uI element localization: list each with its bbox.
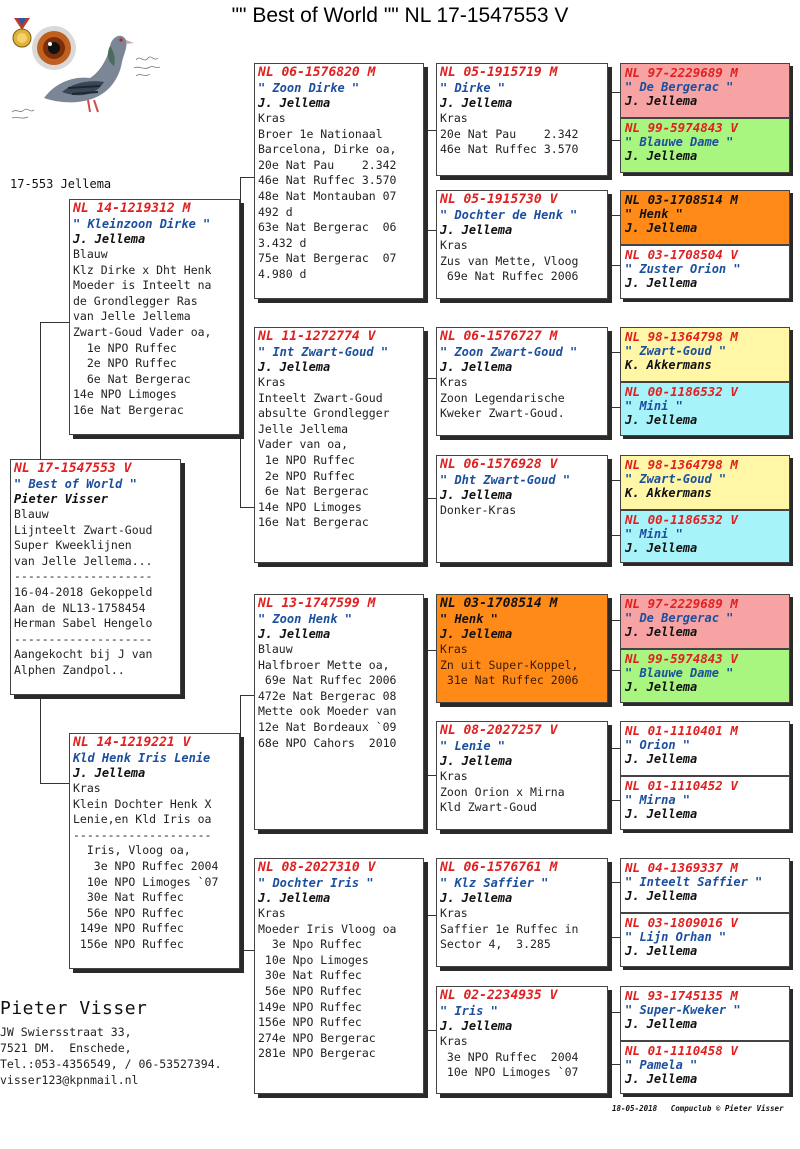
connector	[610, 1012, 611, 1064]
ancestor-card[interactable]	[620, 510, 790, 563]
pigeon-name: " Zoon Henk "	[258, 612, 352, 626]
connector	[610, 92, 620, 93]
connector	[610, 620, 620, 621]
ancestor-card[interactable]	[620, 245, 790, 299]
ancestor-card[interactable]	[620, 327, 790, 382]
connector	[610, 882, 611, 937]
connector	[610, 215, 611, 265]
ring-number: NL 00-1186532 V	[625, 384, 738, 399]
connector	[426, 230, 436, 231]
connector	[610, 670, 620, 671]
ring-number: NL 97-2229689 M	[625, 596, 738, 611]
great-grandparent-card[interactable]	[436, 721, 608, 830]
pigeon-notes: Blauw Halfbroer Mette oa, 69e Nat Ruffec 2006 472e Nat Bergerac 08 Mette ook Moeder van 12e Nat Bordeaux `09 68e NPO Cahors 2010	[258, 642, 397, 750]
ring-number: NL 08-2027257 V	[440, 723, 558, 738]
connector	[610, 480, 620, 481]
owner-name: J. Jellema	[440, 223, 513, 237]
pigeon-notes: Kras Klein Dochter Henk X Lenie,en Kld Iris oa -------------------- Iris, Vloog oa, 3e NPO Ruffec 2004 10e NPO Limoges `07 30e Nat Ruffec 56e NPO Ruffec 149e NPO Ruffec 156e NPO Ruffec	[73, 781, 219, 951]
pigeon-name: " Lenie "	[440, 739, 506, 753]
ancestor-card[interactable]	[620, 776, 790, 830]
great-grandparent-card[interactable]	[436, 63, 608, 176]
connector	[610, 882, 620, 883]
sire-card[interactable]	[69, 199, 240, 435]
pigeon-notes: Kras Zus van Mette, Vloog 69e Nat Ruffec 2006	[440, 238, 579, 284]
owner-name: J. Jellema	[625, 1072, 698, 1086]
owner-name: J. Jellema	[625, 413, 698, 427]
ring-number: NL 02-2234935 V	[440, 988, 558, 1003]
owner-name: K. Akkermans	[625, 358, 712, 372]
breeder-phone: Tel.:053-4356549, / 06-53527394.	[0, 1057, 222, 1071]
pigeon-name: " Dochter Iris "	[258, 876, 374, 890]
connector	[426, 130, 427, 230]
owner-name: J. Jellema	[258, 627, 331, 641]
medal-icon	[13, 18, 31, 47]
logo	[4, 16, 164, 124]
connector	[610, 480, 611, 535]
connector	[610, 937, 620, 938]
ring-number: NL 06-1576928 V	[440, 457, 558, 472]
pigeon-name: " Dht Zwart-Goud "	[440, 473, 571, 487]
ancestor-card[interactable]	[620, 118, 790, 173]
pigeon-name: " Mini "	[625, 527, 683, 541]
connector	[240, 177, 241, 507]
owner-name: J. Jellema	[73, 232, 146, 246]
breeder-name: Pieter Visser	[0, 998, 148, 1019]
owner-name: J. Jellema	[440, 627, 513, 641]
pigeon-name: " Blauwe Dame "	[625, 135, 734, 149]
connector	[610, 800, 620, 801]
connector	[610, 748, 611, 800]
owner-name: J. Jellema	[625, 680, 698, 694]
great-grandparent-card[interactable]	[436, 327, 608, 436]
dam-card[interactable]	[69, 733, 240, 969]
ring-number: NL 01-1110401 M	[625, 723, 738, 738]
ring-number: NL 93-1745135 M	[625, 988, 738, 1003]
connector	[40, 322, 70, 323]
great-grandparent-card[interactable]	[436, 455, 608, 563]
connector	[610, 265, 620, 266]
owner-name: J. Jellema	[625, 221, 698, 235]
connector	[610, 140, 620, 141]
pigeon-name: " Int Zwart-Goud "	[258, 345, 389, 359]
breeder-city: 7521 DM. Enschede,	[0, 1041, 132, 1055]
ancestor-card[interactable]	[620, 455, 790, 510]
great-grandparent-card[interactable]	[436, 986, 608, 1094]
connector	[610, 407, 620, 408]
connector	[426, 650, 427, 775]
ring-number: NL 05-1915730 V	[440, 192, 558, 207]
owner-name: J. Jellema	[73, 766, 146, 780]
pigeon-name: " Blauwe Dame "	[625, 666, 734, 680]
owner-name: Pieter Visser	[14, 492, 108, 506]
pigeon-name: " Zwart-Goud "	[625, 472, 727, 486]
pigeon-notes: Blauw Klz Dirke x Dht Henk Moeder is Inteelt na de Grondlegger Ras van Jelle Jellema Zwart-Goud Vader oa, 1e NPO Ruffec 2e NPO Ruffec 6e Nat Bergerac 14e NPO Limoges 16e Nat Bergerac	[73, 247, 212, 417]
pigeon-notes: Kras 20e Nat Pau 2.342 46e Nat Ruffec 3.570	[440, 111, 579, 157]
owner-name: J. Jellema	[258, 360, 331, 374]
great-grandparent-card[interactable]	[436, 190, 608, 299]
ring-number: NL 03-1708514 M	[440, 596, 558, 611]
connector	[610, 352, 611, 407]
pigeon-name: " Zuster Orion "	[625, 262, 741, 276]
pigeon-eye-icon	[32, 26, 76, 70]
ring-number: NL 14-1219312 M	[73, 201, 191, 216]
pigeon-name: " Klz Saffier "	[440, 876, 549, 890]
pigeon-notes: Kras 3e NPO Ruffec 2004 10e NPO Limoges `07	[440, 1034, 579, 1080]
ancestor-card[interactable]	[620, 382, 790, 436]
owner-name: J. Jellema	[440, 1019, 513, 1033]
pigeon-name: " Mirna "	[625, 793, 691, 807]
pigeon-notes: Kras Saffier 1e Ruffec in Sector 4, 3.285	[440, 906, 579, 952]
pigeon-name: " Super-Kweker "	[625, 1003, 741, 1017]
pigeon-notes: Kras Broer 1e Nationaal Barcelona, Dirke oa, 20e Nat Pau 2.342 46e Nat Ruffec 3.570 48e Nat Montauban 07 492 d 63e Nat Bergerac 06 3.432 d 75e Nat Bergerac 07 4.980 d	[258, 111, 397, 281]
pigeon-name: " Zoon Dirke "	[258, 81, 360, 95]
connector	[426, 378, 427, 498]
ring-number: NL 14-1219221 V	[73, 735, 191, 750]
ring-number: NL 06-1576727 M	[440, 329, 558, 344]
top-reference: 17-553 Jellema	[10, 177, 112, 191]
owner-name: J. Jellema	[625, 149, 698, 163]
connector	[610, 92, 611, 140]
ring-number: NL 99-5974843 V	[625, 120, 738, 135]
grandparent-card-ds[interactable]	[254, 594, 424, 830]
connector	[426, 650, 436, 651]
owner-name: J. Jellema	[258, 891, 331, 905]
pigeon-name: " Orion "	[625, 738, 691, 752]
connector	[240, 695, 241, 950]
pigeon-name: " Lijn Orhan "	[625, 930, 727, 944]
ring-number: NL 06-1576820 M	[258, 65, 376, 80]
ring-number: NL 03-1708514 M	[625, 192, 738, 207]
owner-name: J. Jellema	[625, 944, 698, 958]
ancestor-card[interactable]	[620, 1041, 790, 1094]
grandparent-card-dd[interactable]	[254, 858, 424, 1094]
connector	[610, 215, 620, 216]
pigeon-name: " Dirke "	[440, 81, 506, 95]
pigeon-name: " Dochter de Henk "	[440, 208, 578, 222]
connector	[426, 775, 436, 776]
ring-number: NL 98-1364798 M	[625, 457, 738, 472]
connector	[610, 748, 620, 749]
ring-number: NL 08-2027310 V	[258, 860, 376, 875]
pigeon-name: " Best of World "	[14, 477, 137, 491]
grandparent-card-ss[interactable]	[254, 63, 424, 299]
ring-number: NL 17-1547553 V	[14, 461, 132, 476]
connector	[426, 915, 436, 916]
connector	[610, 1064, 620, 1065]
pigeon-name: " Henk "	[625, 207, 683, 221]
breeder-email: visser123@kpnmail.nl	[0, 1073, 139, 1087]
owner-name: J. Jellema	[625, 889, 698, 903]
connector	[40, 783, 70, 784]
page-title: "" Best of World "" NL 17-1547553 V	[231, 4, 569, 27]
ring-number: NL 99-5974843 V	[625, 651, 738, 666]
pigeon-notes: Donker-Kras	[440, 503, 517, 517]
ancestor-card[interactable]	[620, 63, 790, 118]
ring-number: NL 01-1110452 V	[625, 778, 738, 793]
pigeon-notes: Blauw Lijnteelt Zwart-Goud Super Kweeklijnen van Jelle Jellema... -------------------- 16-04-2018 Gekoppeld Aan de NL13-1758454 Herman Sabel Hengelo -------------------- Aangekocht bij J van Alphen Zandpol..	[14, 507, 153, 677]
pigeon-name: " Iris "	[440, 1004, 498, 1018]
owner-name: J. Jellema	[625, 752, 698, 766]
ring-number: NL 05-1915719 M	[440, 65, 558, 80]
connector	[610, 620, 611, 670]
connector	[40, 322, 41, 459]
owner-name: J. Jellema	[440, 488, 513, 502]
connector	[426, 498, 436, 499]
pigeon-name: " De Bergerac "	[625, 611, 734, 625]
connector	[40, 695, 41, 783]
ring-number: NL 98-1364798 M	[625, 329, 738, 344]
owner-name: J. Jellema	[625, 625, 698, 639]
ancestor-card[interactable]	[620, 721, 790, 776]
ring-number: NL 03-1809016 V	[625, 915, 738, 930]
pigeon-name: " Henk "	[440, 612, 498, 626]
ancestor-card[interactable]	[620, 649, 790, 703]
pigeon-name: " Mini "	[625, 399, 683, 413]
ring-number: NL 97-2229689 M	[625, 65, 738, 80]
ring-number: NL 13-1747599 M	[258, 596, 376, 611]
owner-name: J. Jellema	[440, 360, 513, 374]
owner-name: J. Jellema	[625, 276, 698, 290]
great-grandparent-card[interactable]	[436, 858, 608, 967]
ring-number: NL 11-1272774 V	[258, 329, 376, 344]
pigeon-notes: Kras Zoon Legendarische Kweker Zwart-Goud.	[440, 375, 565, 421]
ancestor-card[interactable]	[620, 986, 790, 1041]
owner-name: J. Jellema	[625, 807, 698, 821]
ancestor-card[interactable]	[620, 913, 790, 967]
connector	[610, 352, 620, 353]
pigeon-notes: Kras Zn uit Super-Koppel, 31e Nat Ruffec 2006	[440, 642, 579, 688]
ring-number: NL 01-1110458 V	[625, 1043, 738, 1058]
great-grandparent-card[interactable]	[436, 594, 608, 703]
pigeon-notes: Kras Inteelt Zwart-Goud absulte Grondlegger Jelle Jellema Vader van oa, 1e NPO Ruffec 2e NPO Ruffec 6e Nat Bergerac 14e NPO Limoges 16e Nat Bergerac	[258, 375, 390, 530]
connector	[426, 378, 436, 379]
owner-name: J. Jellema	[625, 1017, 698, 1031]
owner-name: K. Akkermans	[625, 486, 712, 500]
footer-text: 18-05-2018 Compuclub © Pieter Visser	[612, 1104, 784, 1113]
connector	[426, 1030, 436, 1031]
connector	[426, 915, 427, 1030]
owner-name: J. Jellema	[440, 891, 513, 905]
breeder-address: JW Swiersstraat 33,	[0, 1025, 132, 1039]
owner-name: J. Jellema	[440, 754, 513, 768]
ancestor-card[interactable]	[620, 858, 790, 913]
grandparent-card-sd[interactable]	[254, 327, 424, 563]
owner-name: J. Jellema	[625, 541, 698, 555]
ancestor-card[interactable]	[620, 594, 790, 649]
pigeon-name: " Zoon Zwart-Goud "	[440, 345, 578, 359]
owner-name: J. Jellema	[440, 96, 513, 110]
connector	[610, 535, 620, 536]
owner-name: J. Jellema	[625, 94, 698, 108]
ring-number: NL 06-1576761 M	[440, 860, 558, 875]
pigeon-name: " Zwart-Goud "	[625, 344, 727, 358]
pigeon-notes: Kras Zoon Orion x Mirna Kld Zwart-Goud	[440, 769, 565, 815]
subject-card[interactable]	[10, 459, 181, 695]
ancestor-card[interactable]	[620, 190, 790, 245]
pigeon-name: " Inteelt Saffier "	[625, 875, 763, 889]
pigeon-name: " De Bergerac "	[625, 80, 734, 94]
pigeon-name: Kld Henk Iris Lenie	[73, 751, 211, 765]
connector	[610, 1012, 620, 1013]
connector	[426, 130, 436, 131]
ring-number: NL 00-1186532 V	[625, 512, 738, 527]
pigeon-name: " Pamela "	[625, 1058, 698, 1072]
ring-number: NL 03-1708504 V	[625, 247, 738, 262]
pigeon-notes: Kras Moeder Iris Vloog oa 3e Npo Ruffec 10e Npo Limoges 30e Nat Ruffec 56e NPO Ruffec 149e NPO Ruffec 156e NPO Ruffec 274e NPO Bergerac 281e NPO Bergerac	[258, 906, 397, 1061]
ring-number: NL 04-1369337 M	[625, 860, 738, 875]
owner-name: J. Jellema	[258, 96, 331, 110]
pigeon-name: " Kleinzoon Dirke "	[73, 217, 211, 231]
